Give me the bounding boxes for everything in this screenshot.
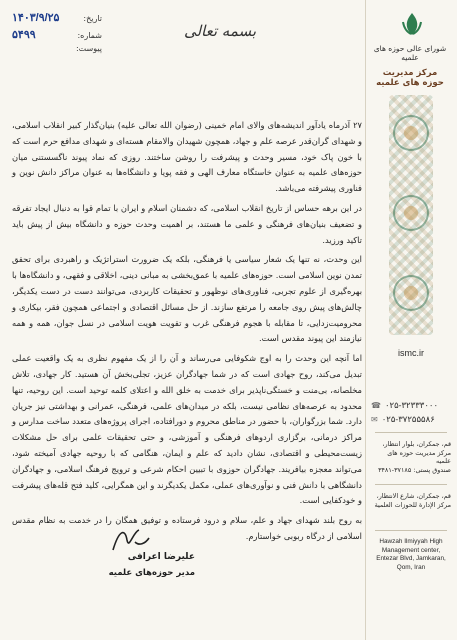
phone-line-1: [371, 400, 451, 411]
council-name: شورای عالی حوزه های علمیه: [373, 44, 447, 63]
management-name: مرکز مدیریت حوزه های علمیه: [376, 68, 444, 88]
signer-name: علیرضا اعرافی: [127, 552, 195, 562]
attachment-row: [12, 43, 102, 55]
address-persian: قم، جمکران، بلوار انتظار، مرکز مدیریت حوزه های علمیه صندوق پستی: ۳۷۱۸۵-۳۴۸۱: [378, 440, 451, 474]
divider: [375, 484, 447, 485]
letter-meta: [12, 10, 102, 55]
number-row: [12, 27, 102, 44]
letter-body: [12, 118, 362, 549]
basmala-heading: بسمه تعالی: [183, 22, 257, 40]
phone-2: ۰۲۵-۳۷۲۵۵۵۸۶: [381, 414, 435, 424]
date-value: ۱۴۰۳/۹/۲۵: [12, 12, 60, 24]
paragraph-2: در این برهه حساس از تاریخ انقلاب اسلامی، که دشمنان اسلام و ایران با تمام قوا به دنبال ایجاد تفرقه و تضعیف بنیان‌های فرهنگی و علمی ما هستند، بر اهمیت وحدت حوزه و دانشگاه بیش از پیش باید تاکید ورزید.: [12, 202, 362, 245]
paragraph-5: به روح بلند شهدای جهاد و علم، سلام و درود فرستاده و توفیق همگان را در خدمت به نظام مقدس اسلامی از درگاه ربوبی خواستارم.: [12, 515, 362, 541]
date-label: تاریخ:: [83, 14, 102, 23]
fax-icon: ✉: [371, 415, 378, 424]
attachment-label: پیوست:: [75, 44, 102, 53]
website-text: ismc.ir: [398, 348, 424, 358]
letterhead-sidebar: [365, 0, 457, 640]
divider: [375, 530, 447, 531]
paragraph-1: ۲۷ آذرماه یادآور اندیشه‌های والای امام خمینی (رضوان الله تعالی علیه) بنیان‌گذار کبیر انقلاب اسلامی، و شهدای گران‌قدر عرصه علم و جهاد، همچون شهیدان والامقام هسته‌ای و شهدای مدافع حرم است که با خون پاک خود، مسیر وحدت و پیشرفت را روشن ساختند. روزی که نماد پیوند ناگسستنی میان حوزه‌های علمیه به عنوان خاستگاه معارف الهی و فقه پویا و دانشگاه‌ها به عنوان مراکز دانش نوین و فناوری پیشرفته می‌باشد.: [12, 120, 362, 194]
address-arabic: قم، جمکران، شارع الانتظار، مرکز الإدارة للحوزات العلمیة: [374, 492, 451, 509]
number-label: شماره:: [77, 30, 102, 40]
phone-1: ۰۲۵-۳۲۳۳۳۰۰۰: [384, 400, 439, 410]
phone-icon: ☎: [371, 401, 381, 410]
paragraph-3: این وحدت، نه تنها یک شعار سیاسی یا فرهنگی، بلکه یک ضرورت استراتژیک و راهبردی برای تحقق تمدن نوین اسلامی است. حوزه‌های علمیه با عمق‌بخشی به مبانی دینی، اخلاقی و فقهی، و دانشگاه‌ها با بهره‌گیری از علوم تجربی، فناوری‌های نوظهور و تحقیقات کاربردی، می‌توانند دست در دست یکدیگر، چالش‌های پیش روی جامعه را مرتفع سازند. از حل مسائل اقتصادی و اجتماعی همچون فقر، بیکاری و محرومیت‌زدایی، تا مقابله با هجوم فرهنگی غرب و تقویت هویت اسلامی در نسل جوان، همه و همه نیازمند این پیوند مقدس است.: [11, 254, 362, 344]
signature-block: [55, 520, 195, 600]
divider: [375, 432, 447, 433]
phone-line-2: [371, 414, 451, 425]
number-value: ۵۴۹۹: [12, 28, 36, 41]
signer-title: مدیر حوزه‌های علمیه: [108, 568, 195, 578]
paragraph-4: اما آنچه این وحدت را به اوج شکوفایی می‌رساند و آن را از یک مفهوم نظری به یک واقعیت عملی تبدیل می‌کند، روح جهادی است که در شما جهادگران عزیز، تجلی‌بخش آن هستید. کار جهادی، تلاش مخلصانه، بی‌منت و خستگی‌ناپذیر برای خدمت به خلق الله و اعتلای کلمه توحید است. این روحیه، تنها محدود به عرصه‌های نظامی نیست، بلکه در میدان‌های علمی، فرهنگی، عمرانی و بهداشتی نیز جریان دارد. شما بزرگواران، با حضور در مناطق محروم و دورافتاده، اجرای پروژه‌های متعدد ساخت مدارس و مراکز درمانی، برگزاری اردوهای فرهنگی و آموزشی، و حتی تحقیقات علمی برای حل مشکلات زیست‌محیطی و اقتصادی، نشان دادید که علم و ایمان، هنگامی که با روحیه جهادی آمیخته شود، می‌تواند معجزه بیافریند. جهادگران حوزوی با تبیین احکام شرعی و ترویج فرهنگ اسلامی، و جهادگران دانشگاهی با دانش فنی و نوآوری‌های عملی، مکمل یکدیگرند و این همگرایی، کلید فتح قله‌های پیشرفت و خودکفایی است.: [12, 353, 362, 506]
iran-emblem-icon: [397, 10, 427, 40]
decorative-pattern: [365, 95, 457, 340]
date-row: [12, 10, 102, 27]
address-english: Hawzah Ilmiyyah High Management center, Entezar Blvd, Jamkaran, Qom, Iran: [376, 538, 446, 571]
